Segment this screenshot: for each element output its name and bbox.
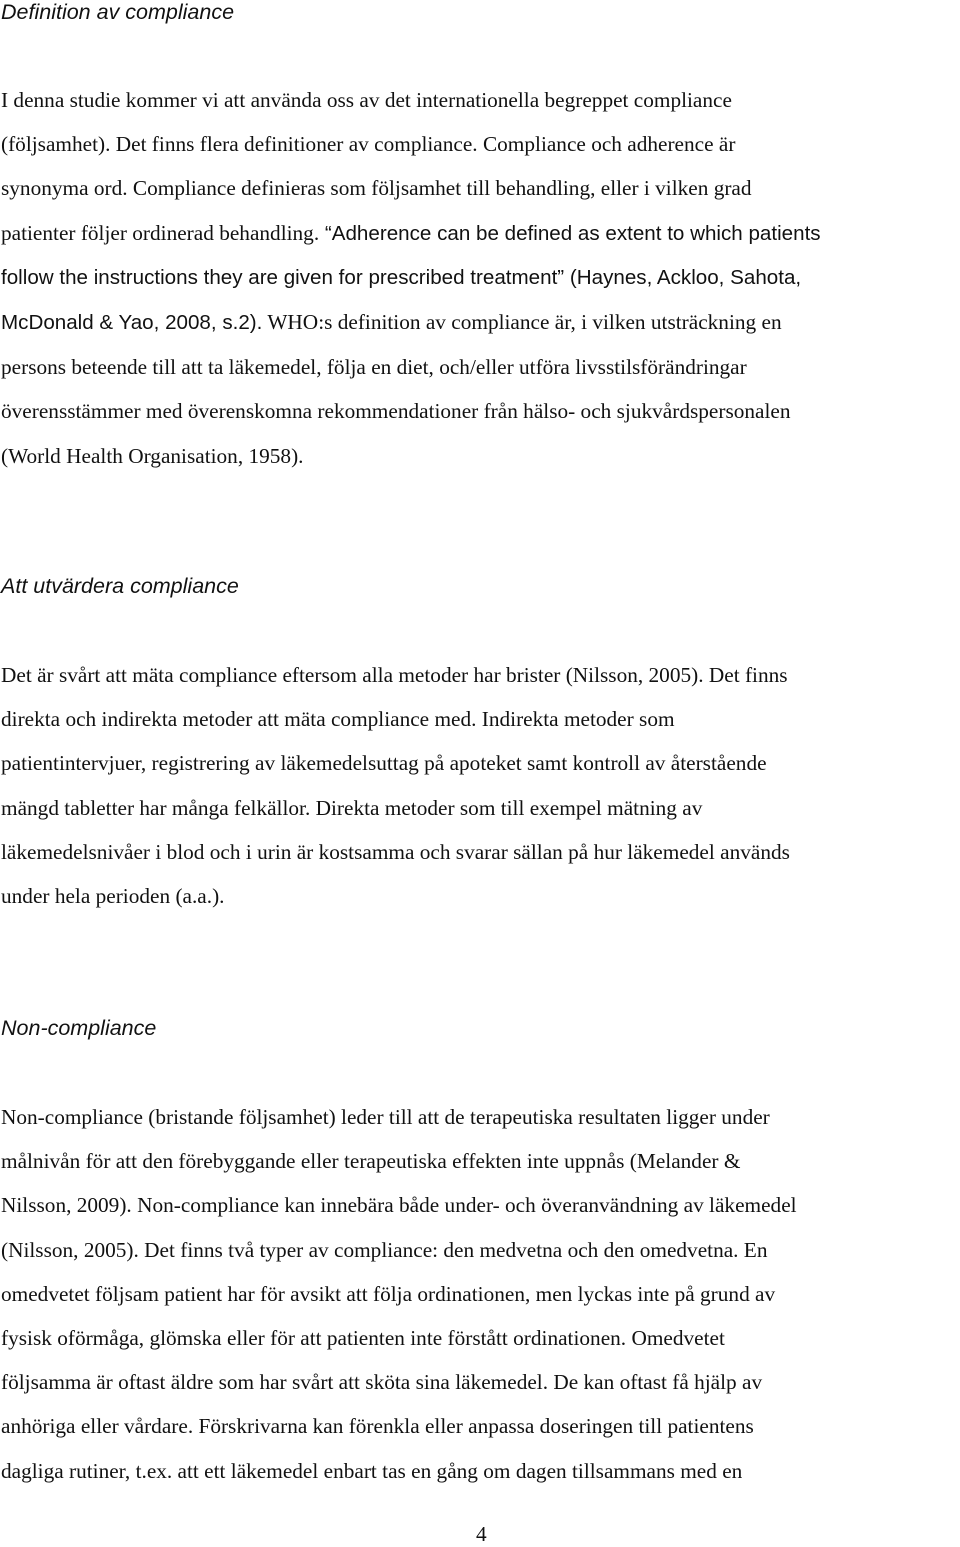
text-line: Non-compliance (bristande följsamhet) leder till att de terapeutiska resultaten ligger under (1, 1105, 770, 1129)
text-line: direkta och indirekta metoder att mäta compliance med. Indirekta metoder som (1, 707, 675, 732)
text-line (1, 211, 960, 256)
text-line: persons beteende till att ta läkemedel, följa en diet, och/eller utföra livsstilsförändringar (1, 355, 747, 380)
text-line: omedvetet följsam patient har för avsikt att följa ordinationen, men lyckas inte på grund av (1, 1281, 776, 1306)
text-line: Det är svårt att mäta compliance eftersom alla metoder har brister (Nilsson, 2005). Det finns (1, 663, 788, 687)
text-line (1, 300, 960, 345)
paragraph-non-compliance (1, 1095, 960, 1493)
text-line: läkemedelsnivåer i blod och i urin är kostsamma och svarar sällan på hur läkemedel används (1, 839, 790, 864)
text-line: (Nilsson, 2005). Det finns två typer av compliance: den medvetna och den omedvetna. En (1, 1237, 768, 1262)
text-line: mängd tabletter har många felkällor. Direkta metoder som till exempel mätning av (1, 795, 703, 820)
text-line: under hela perioden (a.a.). (1, 884, 225, 909)
text-line: dagliga rutiner, t.ex. att ett läkemedel enbart tas en gång om dagen tillsammans med en (1, 1458, 743, 1483)
who-definition-start: WHO:s definition av compliance är, i vilken utsträckning en (262, 310, 782, 335)
text-line: målnivån för att den förebyggande eller terapeutiska effekten inte uppnås (Melander & (1, 1149, 741, 1174)
text-line: överensstämmer med överenskomna rekommendationer från hälso- och sjukvårdspersonalen (1, 399, 791, 424)
text-line: (följsamhet). Det finns flera definitioner av compliance. Compliance och adherence är (1, 132, 736, 157)
text-fragment: patienter följer ordinerad behandling. (1, 220, 320, 245)
text-line: (World Health Organisation, 1958). (1, 443, 304, 468)
section-heading-non-compliance: Non-compliance (1, 1016, 157, 1040)
page-number: 4 (476, 1522, 487, 1546)
paragraph-definition (1, 78, 960, 478)
adherence-quote-start: “Adherence can be defined as extent to which patients (319, 221, 821, 245)
text-line: I denna studie kommer vi att använda oss av det internationella begreppet compliance (1, 88, 732, 112)
text-line: synonyma ord. Compliance definieras som följsamhet till behandling, eller i vilken grad (1, 176, 752, 201)
text-line: följsamma är oftast äldre som har svårt att sköta sina läkemedel. De kan oftast få hjälp av (1, 1370, 763, 1395)
text-line: fysisk oförmåga, glömska eller för att patienten inte förstått ordinationen. Omedvetet (1, 1326, 725, 1351)
text-line-quote: follow the instructions they are given for prescribed treatment” (Haynes, Ackloo, Sahota, (1, 265, 802, 289)
section-heading-evaluate: Att utvärdera compliance (1, 574, 239, 598)
section-heading-definition: Definition av compliance (1, 0, 235, 24)
text-line: Nilsson, 2009). Non-compliance kan innebära både under- och överanvändning av läkemedel (1, 1193, 797, 1218)
citation-fragment: McDonald & Yao, 2008, s.2). (1, 311, 263, 335)
paragraph-evaluate (1, 653, 960, 918)
text-line: patientintervjuer, registrering av läkemedelsuttag på apoteket samt kontroll av återstående (1, 751, 767, 776)
text-line: anhöriga eller vårdare. Förskrivarna kan förenkla eller anpassa doseringen till patientens (1, 1414, 754, 1439)
